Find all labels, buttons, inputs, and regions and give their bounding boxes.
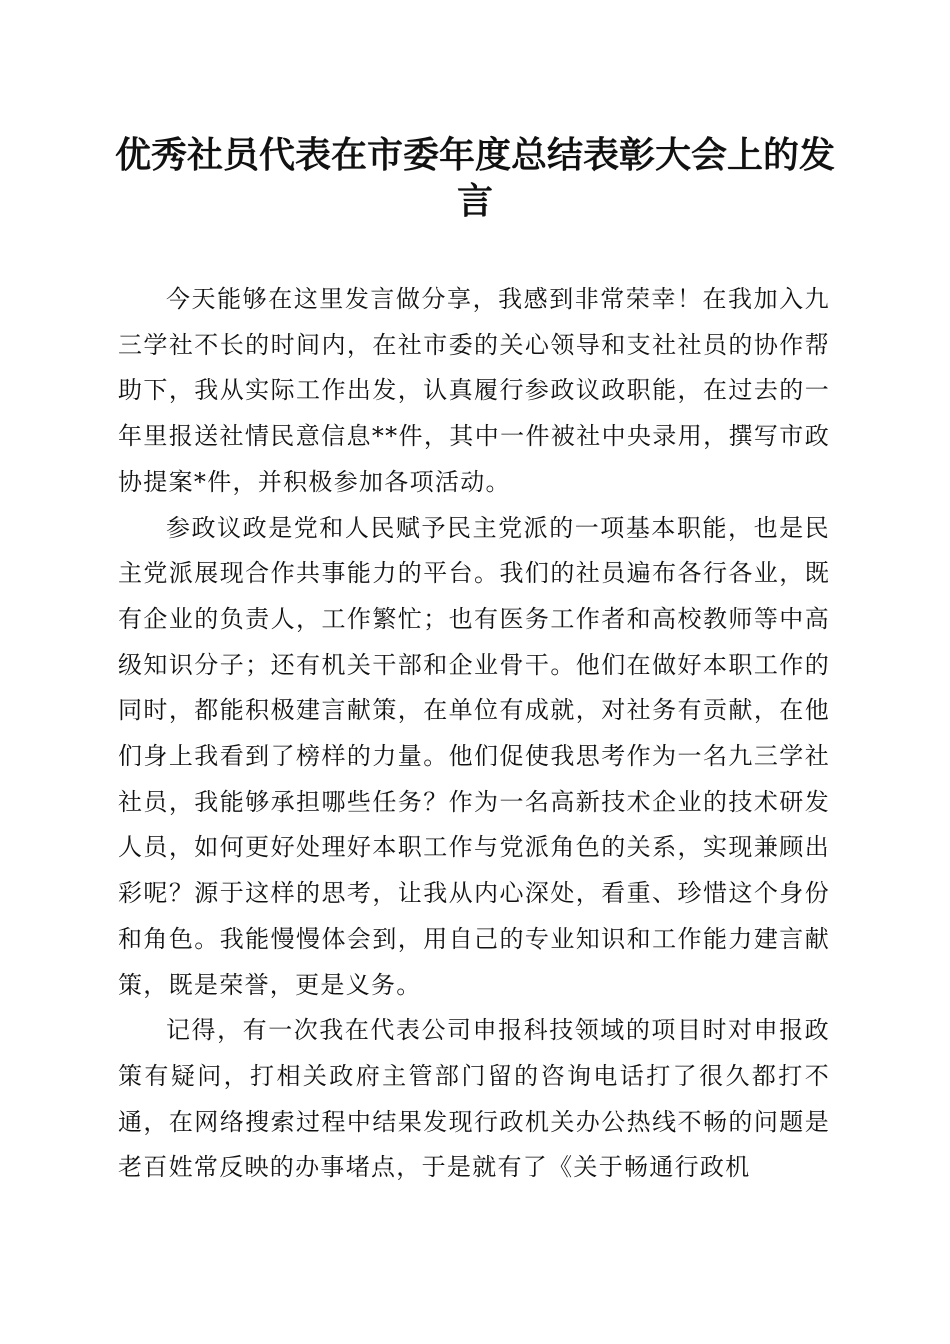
- paragraph-1: 今天能够在这里发言做分享，我感到非常荣幸！在我加入九三学社不长的时间内，在社市委的关心领导和支社社员的协作帮助下，我从实际工作出发，认真履行参政议政职能，在过去的一年里报送社情民意信息**件，其中一件被社中央录用，撰写市政协提案*件，并积极参加各项活动。: [118, 285, 830, 496]
- paragraph-2: 参政议政是党和人民赋予民主党派的一项基本职能，也是民主党派展现合作共事能力的平台。我们的社员遍布各行各业，既有企业的负责人，工作繁忙；也有医务工作者和高校教师等中高级知识分子；还有机关干部和企业骨干。他们在做好本职工作的同时，都能积极建言献策，在单位有成就，对社务有贡献，在他们身上我看到了榜样的力量。他们促使我思考作为一名九三学社社员，我能够承担哪些任务？作为一名高新技术企业的技术研发人员，如何更好处理好本职工作与党派角色的关系，实现兼顾出彩呢？源于这样的思考，让我从内心深处，看重、珍惜这个身份和角色。我能慢慢体会到，用自己的专业知识和工作能力建言献策，既是荣誉，更是义务。: [118, 513, 830, 999]
- paragraph-3: 记得，有一次我在代表公司申报科技领域的项目时对申报政策有疑问，打相关政府主管部门留的咨询电话打了很久都打不通，在网络搜索过程中结果发现行政机关办公热线不畅的问题是老百姓常反映的办事堵点，于是就有了《关于畅通行政机: [118, 1016, 830, 1182]
- document-title: 优秀社员代表在市委年度总结表彰大会上的发言: [114, 134, 835, 222]
- document-body: [118, 277, 830, 1191]
